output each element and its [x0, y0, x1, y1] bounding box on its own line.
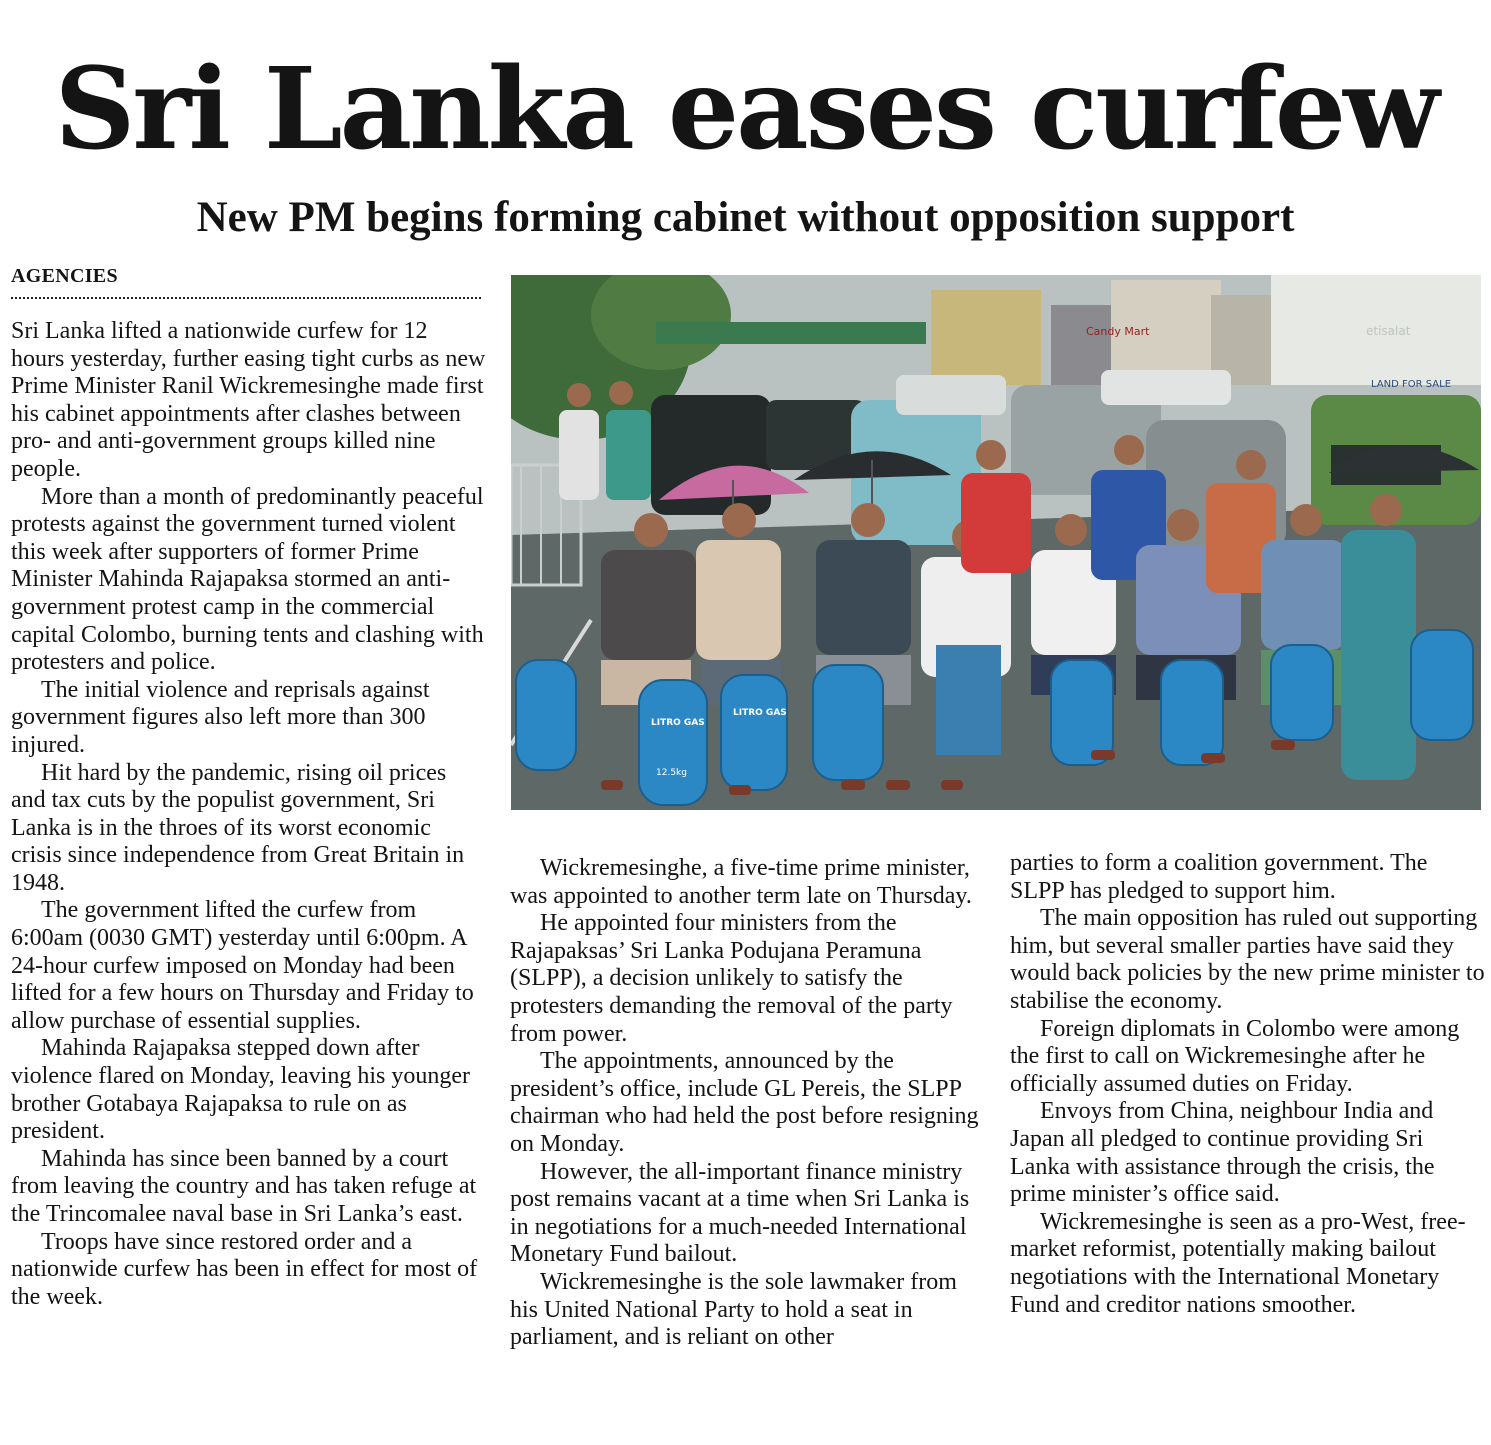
paragraph: Wickremesinghe is the sole lawmaker from his United National Party to hold a seat in parliament, and is reliant on other	[510, 1268, 957, 1351]
paragraph: Foreign diplomats in Colombo were among the first to call on Wickremesinghe after he officially assumed duties on Friday.	[1010, 1015, 1460, 1097]
byline-divider	[11, 297, 481, 299]
paragraph: Wickremesinghe is seen as a pro-West, free-market reformist, potentially making bailout negotiations with the International Monetary Fund and creditor nations smoother.	[1010, 1208, 1466, 1318]
shop-sign-etisalat: etisalat	[1366, 324, 1411, 338]
paragraph: However, the all-important finance ministry post remains vacant at a time when Sri Lanka is in negotiations for a much-needed International Monetary Fund bailout.	[510, 1158, 970, 1268]
cylinder-label: LITRO GAS	[733, 708, 787, 718]
paragraph: Sri Lanka lifted a nationwide curfew for 12 hours yesterday, further easing tight curbs as new Prime Minister Ranil Wickremesinghe made first his cabinet appointments after clashes between pro- and anti-government groups killed nine people.	[11, 318, 486, 482]
paragraph: Wickremesinghe, a five-time prime minister, was appointed to another term late on Thursday.	[510, 855, 972, 909]
paragraph: Mahinda Rajapaksa stepped down after violence flared on Monday, leaving his younger brother Gotabaya Rajapaksa to rule on as president.	[11, 1035, 470, 1145]
paragraph: The government lifted the curfew from 6:00am (0030 GMT) yesterday until 6:00pm. A 24-hour curfew imposed on Monday had been lifted for a few hours on Thursday and Friday to allow purchase of essential supplies.	[11, 897, 474, 1034]
paragraph: The initial violence and reprisals against government figures also left more than 300 injured.	[11, 676, 430, 758]
headline: Sri Lanka eases curfew	[54, 44, 1437, 175]
paragraph: The main opposition has ruled out supporting him, but several smaller parties have said they would back policies by the new prime minister to stabilise the economy.	[1010, 905, 1485, 1014]
subheadline: New PM begins forming cabinet without opposition support	[196, 194, 1295, 241]
byline: AGENCIES	[11, 265, 118, 287]
paragraph: Hit hard by the pandemic, rising oil prices and tax cuts by the populist government, Sri Lanka is in the throes of its worst economic crisis since independence from Great Britain in 1948.	[11, 759, 465, 896]
paragraph: The appointments, announced by the president’s office, include GL Pereis, the SLPP chairman who had held the post before resigning on Monday.	[510, 1048, 979, 1157]
news-photo	[511, 275, 1481, 810]
paragraph: Envoys from China, neighbour India and Japan all pledged to continue providing Sri Lanka with assistance through the crisis, the prime minister’s office said.	[1010, 1098, 1435, 1208]
paragraph: Troops have since restored order and a nationwide curfew has been in effect for most of the week.	[11, 1228, 478, 1310]
cylinder-label: LITRO GAS	[651, 718, 705, 728]
article-column-3	[1010, 850, 1485, 1319]
cylinder-weight: 12.5kg	[656, 768, 687, 778]
paragraph: More than a month of predominantly peaceful protests against the government turned violent this week after supporters of former Prime Minister Mahinda Rajapaksa stormed an anti-government protest camp in the commercial capital Colombo, burning tents and clashing with protesters and police.	[11, 483, 484, 676]
shop-sign-candy-mart: Candy Mart	[1086, 325, 1150, 338]
paragraph: Mahinda has since been banned by a court from leaving the country and has taken refuge at the Trincomalee naval base in Sri Lanka’s east.	[11, 1145, 477, 1227]
paragraph: He appointed four ministers from the Rajapaksas’ Sri Lanka Podujana Peramuna (SLPP), a decision unlikely to satisfy the protesters demanding the removal of the party from power.	[510, 910, 953, 1047]
paragraph: parties to form a coalition government. The SLPP has pledged to support him.	[1010, 850, 1428, 904]
shop-sign-land-for-sale: LAND FOR SALE	[1371, 379, 1452, 390]
article-column-2	[510, 855, 980, 1352]
article-column-1	[11, 318, 486, 1311]
